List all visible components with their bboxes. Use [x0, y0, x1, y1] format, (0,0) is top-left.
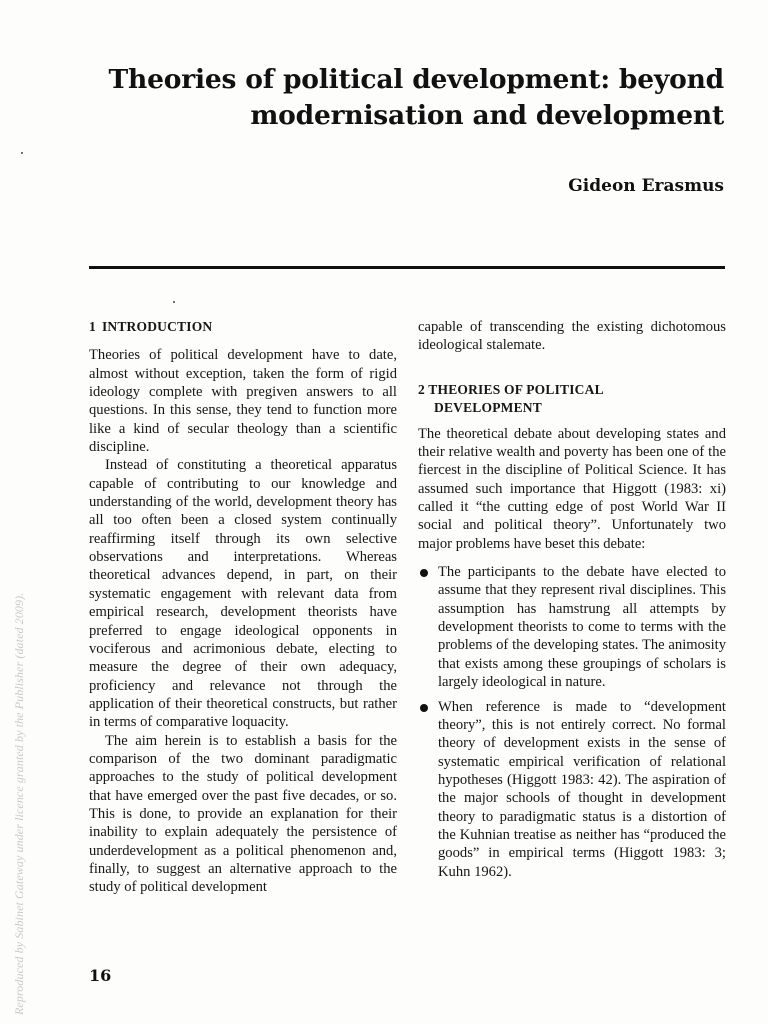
bullet-icon: [420, 704, 428, 712]
intro-paragraph-1: Theories of political development have to date, almost without exception, taken the form of rigid ideology complete with pregiven answers to all questions. In this sense, they tend to function more like a kind of secular theology than a scientific discipline.: [89, 347, 397, 456]
stray-dot: [21, 152, 23, 154]
title-line-2: modernisation and development: [250, 100, 724, 131]
copyright-watermark: Reproduced by Sabinet Gateway under licence granted by the Publisher (dated 2009).: [12, 592, 26, 1015]
article-title: [88, 62, 724, 134]
problems-list: [418, 563, 726, 881]
bullet-icon: [420, 569, 428, 577]
title-line-1: Theories of political development: beyond: [108, 64, 724, 95]
section-number: 1: [89, 319, 96, 334]
intro-paragraph-2: Instead of constituting a theoretical apparatus capable of contributing to our knowledge and understanding of the world, development theory has all too often been a closed system continually reaffirming itself through its own selective observations and interpretations. Whereas theoretical advances depend, in part, on their systematic engagement with relevant data from empirical research, development theorists have preferred to engage ideological opponents in vociferous and acrimonious debate, electing to measure the degree of their own adequacy, proficiency and relevance not through the application of their theoretical constructs, but rather in terms of comparative loquacity.: [89, 457, 397, 731]
author-name: Gideon Erasmus: [568, 176, 724, 196]
continuation-paragraph: capable of transcending the existing dichotomous ideological stalemate.: [418, 319, 726, 354]
section-title-line-1: THEORIES OF POLITICAL: [428, 381, 604, 397]
stray-dot: [173, 301, 175, 303]
theories-paragraph-1: The theoretical debate about developing states and their relative wealth and poverty has been one of the fiercest in the discipline of Political Science. It has assumed such importance that Higgott (1983: xi) called it “the cutting edge of post World War II social and political theory”. Unfortunately two major problems have beset this debate:: [418, 425, 726, 552]
list-item-text: The participants to the debate have elected to assume that they represent rival disciplines. This assumption has hamstrung all attempts by development theorists to come to terms with the problems of the developing states. The animosity that exists among these groupings of scholars is largely ideological in nature.: [438, 564, 726, 691]
left-column: [89, 318, 397, 897]
section-title: INTRODUCTION: [101, 319, 213, 334]
section-heading-theories: [418, 381, 726, 417]
section-title-line-2: DEVELOPMENT: [434, 399, 542, 415]
list-item: [418, 698, 726, 881]
header-rule: [89, 266, 725, 269]
section-heading-introduction: [89, 318, 397, 336]
page-number: 16: [89, 966, 112, 985]
section-number: 2: [418, 381, 425, 397]
intro-paragraph-3: The aim herein is to establish a basis for the comparison of the two dominant paradigmatic approaches to the study of political development that have emerged over the past five decades, or so. This is done, to provide an explanation for their inability to explain adequately the persistence of underdevelopment as a political phenomenon and, finally, to suggest an alternative approach to the study of political development: [89, 732, 397, 896]
list-item: [418, 563, 726, 691]
list-item-text: When reference is made to “development theory”, this is not entirely correct. No formal theory of development exists in the sense of systematic empirical verification of relational hypotheses (Higgott 1983: 42). The aspiration of the major schools of thought in development theory to paradigmatic status is a distortion of the Kuhnian treatise as neither has “produced the goods” in empirical terms (Higgott 1983: 3; Kuhn 1962).: [438, 698, 726, 880]
right-column: [418, 318, 726, 887]
